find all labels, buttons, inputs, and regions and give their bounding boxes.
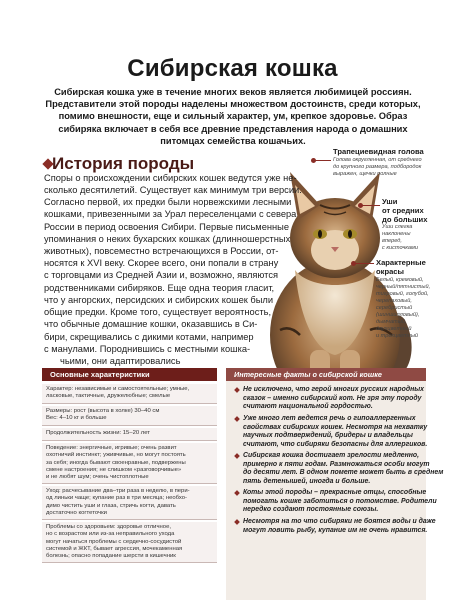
fact-line: свойствах сибирских кошек. Несмотря на нехватку (243, 423, 428, 431)
annot-head-text (333, 157, 422, 178)
char-line: охотничий инстинкт; уживчивые, но могут постоять (46, 452, 186, 459)
fact-bullet (234, 490, 240, 496)
characteristics-title: Основные характеристики (42, 368, 217, 381)
char-line: болезнь; опасно попадание шерсти в кишечник (46, 553, 176, 560)
annot-coat-dot (351, 261, 356, 266)
lead-line: сибиряка включает в себя все древние представления народа о домашних (58, 123, 408, 134)
annot-ears-title (382, 197, 427, 224)
fact-bullet (234, 387, 240, 393)
annot-ears-line: с кисточками (382, 245, 418, 251)
annot-coat-line: дымчатый, (376, 319, 407, 325)
fact-line: сказок – именно сибирский кот. Не зря эту породу (243, 394, 422, 402)
history-line: с манулами. Породнившись с местными кошка- (44, 344, 251, 354)
annot-ears-title-line: до больших (382, 215, 428, 224)
char-line: Проблемы со здоровьем: здоровье отличное, (46, 524, 171, 530)
char-row-size (42, 406, 217, 426)
annot-head-dot (311, 158, 316, 163)
annot-coat-line: двухцветный (376, 326, 412, 332)
fact-text (243, 518, 436, 535)
annot-ears-title-line: от средних (382, 206, 424, 215)
char-line: Поведение: энергичные, игривые; очень развит (46, 445, 177, 451)
annot-head-line: выражен, щечки полные (333, 171, 397, 177)
annot-coat-line: и трехцветный (376, 333, 419, 339)
lead-line: помимо внешности, еще и сильный характер, ум, крепкое здоровье. Образ (58, 111, 408, 122)
char-line: смене настроения; не слишком «разговорчивые» (46, 466, 182, 473)
char-line: од линьки чаще; купание раз в три месяца; необхо- (46, 495, 187, 502)
char-line: Вес: 4–10 кг и больше (46, 415, 107, 422)
char-line: Характер: независимые и самостоятельные; умные, (46, 386, 190, 392)
char-line: и не любят шум; очень чистоплотные (46, 474, 149, 481)
fact-line: Коты этой породы – прекрасные отцы, способные (243, 489, 427, 496)
annot-coat-text (376, 277, 430, 340)
char-line: за себя; иногда бывают своенравные, подвержены (46, 459, 186, 466)
char-line: достаточно когтеточки (46, 509, 107, 516)
char-row-behavior (42, 443, 217, 484)
fact-line: считают, что сибиряки безопасны для аллергиков. (243, 441, 428, 449)
annot-coat-line: (шиншилловый), (376, 312, 420, 318)
fact-line: примерно к пяти годам. Размножаться особи могут (243, 460, 430, 468)
annot-head-pointer (315, 160, 331, 161)
history-line: чьими, они адаптировались (60, 356, 181, 366)
annot-ears-line: наклонены (382, 231, 411, 237)
annot-coat-pointer (355, 263, 374, 264)
char-line: ласковые, тактичные, дружелюбные; смелые (46, 393, 171, 400)
fact-bullet (234, 453, 240, 459)
history-line: что обычные домашние кошки, оказавшись в Си- (44, 319, 258, 329)
lead-line: питомцах семейства кошачьих. (160, 135, 306, 146)
lead-paragraph (42, 86, 424, 147)
fact-line: считают национальной гордостью. (243, 403, 373, 411)
char-line: Уход: расчесывание два–три раза в неделю, в пери- (46, 488, 190, 494)
history-line: общие предки. Кроме того, существует вероятность, (44, 307, 272, 317)
fact-text (243, 386, 424, 412)
history-line: кошками, привезенными за Урал переселенцами с севера (44, 209, 297, 219)
history-line: сколько десятилетий. Существует как минимум три версии. (44, 185, 302, 195)
char-line: системой и ЖКТ, бывает агрессия, мочекаменная (46, 545, 183, 552)
history-title: История породы (52, 154, 195, 173)
annot-coat-line: черный/пятнистый, (376, 284, 431, 290)
char-line: Продолжительность жизни: 15–20 лет (46, 430, 150, 436)
char-line: но с возрастом или из-за неправильного ухода (46, 531, 175, 538)
history-line: животных), повсеместно встречающихся в России, от- (44, 246, 279, 256)
annot-coat-line: Белый, кремовый, (376, 277, 424, 283)
fact-line: Сибирская кошка достигает зрелости медленно, (243, 452, 420, 459)
history-line: что у ангорских, персидских и сибирских кошек были (44, 295, 274, 305)
annot-ears-line: Уши слегка (382, 224, 413, 230)
annot-coat-line: серебристый (376, 305, 413, 311)
fact-line: Уже много лет ведется речь о гипоаллергенных (243, 415, 416, 422)
fact-line: Несмотря на то что сибиряки не боятся воды и даже (243, 518, 436, 525)
fact-bullet (234, 519, 240, 525)
annot-coat-line: черепаховый, (376, 298, 412, 304)
annot-coat-title-line: окрасы (376, 267, 405, 276)
history-line: упоминания о неких бухарских кошках (длинношерстных (44, 234, 291, 244)
annot-head-line: до крупного размера, подбородок (333, 164, 422, 170)
fact-line: пять детенышей, иногда и больше. (243, 478, 371, 486)
char-row-health (42, 522, 217, 563)
annot-ears-text (382, 224, 418, 252)
page-title: Сибирская кошка (127, 55, 338, 82)
annot-head-title: Трапециевидная голова (333, 147, 424, 156)
char-row-temper (42, 384, 217, 404)
fact-line: могут ловить рыбу, купание им не очень нравится. (243, 526, 428, 534)
annot-ears-dot (358, 203, 363, 208)
fact-line: нередко создают постоянные союзы. (243, 506, 379, 514)
lead-line: Представители этой породы наделены множеством достоинств, среди которых, (45, 99, 421, 110)
facts-title: Интересные факты о сибирской кошке (226, 368, 426, 381)
fact-bullet (234, 416, 240, 422)
annot-ears-pointer (362, 205, 380, 206)
history-line: родственниками сибиряков. Еще одна теория гласит, (44, 283, 275, 293)
char-line: Размеры: рост (высота в холке) 30–40 см (46, 408, 160, 414)
history-line: России в период освоения Сибири. Первые письменные (44, 222, 289, 232)
fact-text (243, 415, 427, 450)
facts-panel (226, 368, 444, 600)
history-line: бири, скрещивались с дикими котами, например (44, 332, 254, 342)
annot-ears-title-line: Уши (382, 197, 398, 206)
char-row-lifespan (42, 428, 217, 441)
fact-line: научных подтверждений, бридеры и владельцы (243, 432, 413, 440)
characteristics-panel (42, 368, 217, 600)
fact-line: помогать кошке заботиться о потомстве. Родители (243, 497, 437, 505)
history-line: носятся к XVI веку. Скорее всего, они попали в страну (44, 258, 279, 268)
char-row-care (42, 486, 217, 520)
annot-coat-title (376, 258, 426, 276)
annot-ears-line: вперед, (382, 238, 402, 244)
fact-text (243, 452, 443, 487)
fact-text (243, 489, 437, 515)
annot-head-line: Голова округленная, от среднего (333, 157, 422, 163)
history-line: Согласно первой, их предки были норвежскими лесными (44, 197, 292, 207)
annot-coat-title-line: Характерные (376, 258, 426, 267)
history-line: с торговцами из Средней Азии и, возможно, являются (44, 270, 279, 280)
annot-coat-line: тигровый, голубой, (376, 291, 429, 297)
fact-line: Не исключено, что герой многих русских народных (243, 386, 424, 393)
char-line: могут начаться проблемы с сердечно-сосудистой (46, 538, 182, 545)
lead-line: Сибирская кошка уже в течение многих веков является любимицей россиян. (54, 87, 412, 97)
history-line: Споры о происхождении сибирских кошек ведутся уже не- (44, 173, 297, 183)
char-line: димо чистить уши и глаза, стричь когти, давать (46, 502, 176, 509)
fact-line: до десяти лет. В одном помете может быть в среднем (243, 469, 444, 477)
